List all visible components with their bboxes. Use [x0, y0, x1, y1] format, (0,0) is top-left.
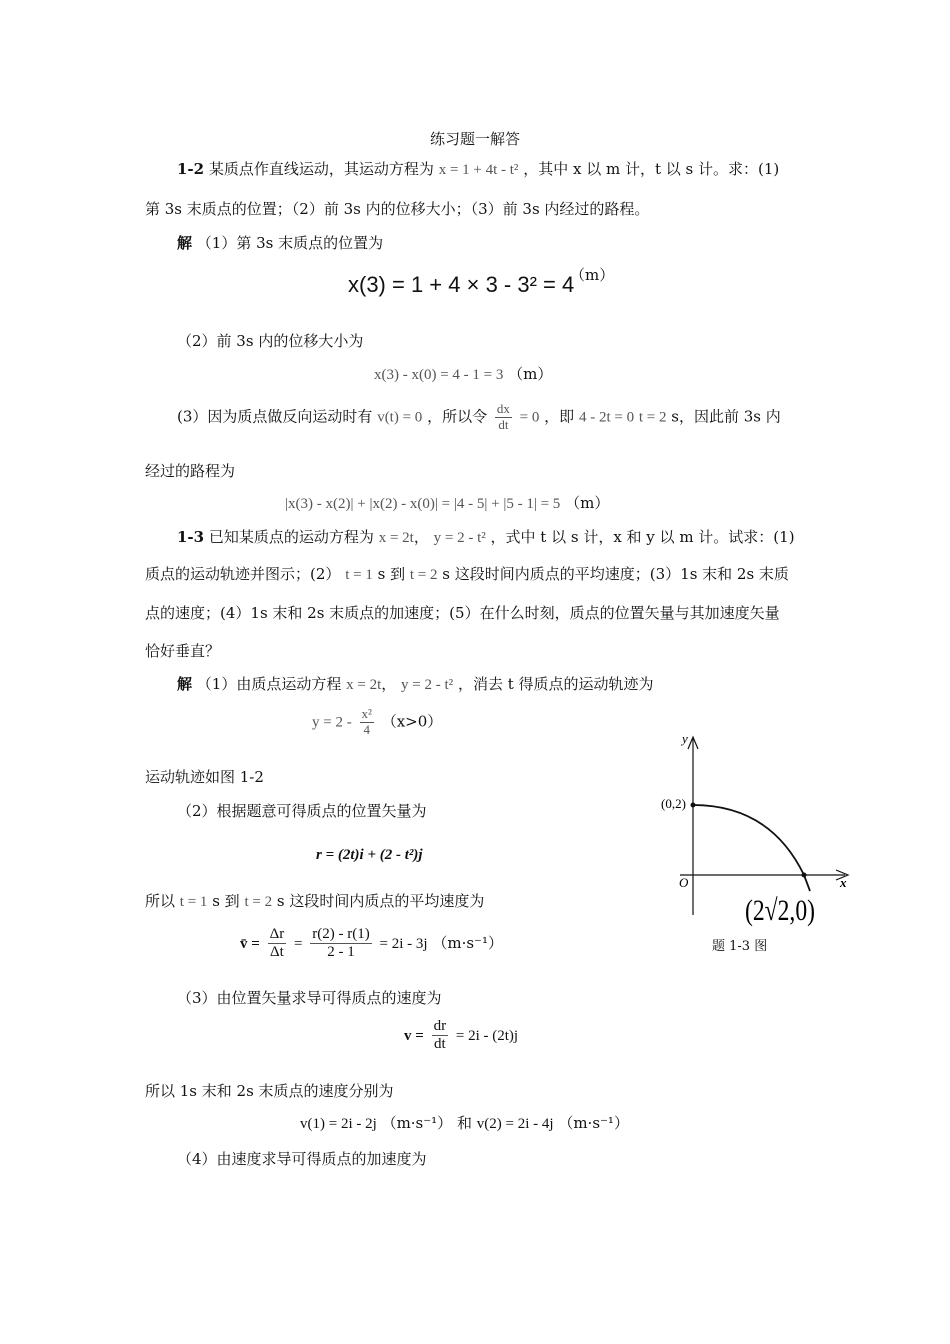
page-title: 练习题一解答	[429, 130, 520, 148]
text: 已知某质点的运动方程为	[208, 528, 374, 546]
solution-1-2-part2: （2）前 3s 内的位移大小为	[177, 332, 364, 350]
equation: 4 - 2t = 0	[578, 409, 635, 426]
solution-1-2-part3	[177, 402, 781, 433]
equation-velocity	[404, 1018, 518, 1054]
figure-caption: 题 1-3 图	[712, 939, 768, 954]
solution-1-2-part1	[177, 232, 383, 253]
text: （1）由质点运动方程	[196, 675, 342, 693]
equation: v̄ =	[240, 935, 260, 952]
unit: （m）	[565, 494, 610, 512]
fraction-dr-dt	[432, 1018, 449, 1054]
text: s 到	[212, 892, 240, 910]
equation-path	[285, 492, 609, 513]
text: ，其中 x 以 m 计，t 以 s 计。求：(1)	[523, 160, 780, 178]
figure-reference: 运动轨迹如图 1-2	[145, 768, 264, 786]
numerator: r(2) - r(1)	[310, 926, 371, 944]
equation-x3	[348, 272, 574, 298]
problem-1-2-line1	[177, 158, 779, 179]
equation: v =	[404, 1027, 424, 1044]
equation: x(3) - x(0) = 4 - 1 = 3	[374, 367, 504, 383]
solution-label: 解	[177, 234, 193, 252]
problem-1-3-line4: 恰好垂直？	[145, 642, 221, 660]
text: s 这段时间内质点的平均速度；(3）1s 末和 2s 末质	[442, 565, 789, 583]
solution-1-3-part2-cont	[145, 890, 484, 911]
problem-1-3-line2	[145, 563, 789, 584]
equation: t = 2	[244, 894, 273, 910]
solution-1-3-part3-cont: 所以 1s 末和 2s 末质点的速度分别为	[145, 1082, 394, 1100]
fraction-dx-dt	[495, 402, 512, 433]
equation: x(3) = 1 + 4 × 3 - 3² = 4	[348, 272, 575, 297]
equation-position-vector	[316, 845, 423, 864]
equation-displacement	[374, 363, 552, 384]
numerator: Δr	[268, 926, 287, 944]
problem-number: 1-3	[177, 528, 205, 546]
equation-velocities	[300, 1112, 629, 1133]
problem-1-2-line2: 第 3s 末质点的位置；（2）前 3s 内的位移大小；（3）前 3s 内经过的路程。	[145, 200, 650, 218]
equation: = 2i - (2t)j	[455, 1027, 519, 1044]
problem-1-3-line1: 1-3 已知某质点的运动方程为 x = 2t， y = 2 - t² ，式中 t 以 s 计，x 和 y 以 m 计。试求：(1)	[177, 528, 795, 546]
equation: t = 1	[345, 567, 373, 583]
equation: = 2i - 3j	[379, 935, 428, 952]
equation: t = 2	[409, 567, 438, 583]
fraction-r2-r1	[310, 926, 371, 962]
equation: = 0	[519, 409, 540, 426]
denominator: dt	[434, 1036, 446, 1053]
equation: x = 1 + 4t - t²	[438, 162, 519, 178]
text: ，消去 t 得质点的运动轨迹为	[457, 675, 654, 693]
unit: （m·s⁻¹）	[381, 1114, 453, 1132]
text: 和	[456, 1114, 472, 1132]
text: s 这段时间内质点的平均速度为	[276, 892, 485, 910]
problem-1-3-line3: 点的速度；(4）1s 末和 2s 末质点的加速度；(5）在什么时刻，质点的位置矢量与其加速度矢量	[145, 604, 780, 622]
equation: y = 2 -	[312, 714, 352, 731]
numerator: dx	[496, 401, 510, 416]
equation: v(1) = 2i - 2j	[300, 1116, 377, 1132]
solution-label: 解	[177, 675, 193, 693]
text: s 到	[377, 565, 406, 583]
solution-1-3-part4: （4）由速度求导可得质点的加速度为	[177, 1150, 427, 1168]
point-0-2	[691, 803, 696, 808]
intercept-label: (2√2,0)	[745, 894, 815, 927]
fraction-x2-4	[360, 707, 374, 738]
text: 某质点作直线运动，其运动方程为	[208, 160, 434, 178]
unit: （m）	[570, 266, 615, 284]
equation: v(2) = 2i - 4j	[476, 1116, 554, 1132]
equation: t = 1	[179, 894, 208, 910]
equation: r = (2t)i + (2 - t²)j	[316, 847, 423, 863]
trajectory-curve	[693, 805, 810, 891]
solution-1-2-part3-cont: 经过的路程为	[145, 462, 236, 480]
point-x-intercept	[802, 873, 807, 878]
text: ，所以令	[427, 407, 488, 426]
numerator: dr	[432, 1018, 449, 1036]
unit: （m·s⁻¹）	[432, 933, 503, 952]
equation: x = 2t	[378, 530, 414, 546]
equation: |x(3) - x(2)| + |x(2) - x(0)| = |4 - 5| + |5 - 1| = 5	[285, 496, 561, 512]
solution-1-3-part2: （2）根据题意可得质点的位置矢量为	[177, 802, 427, 820]
equation-average-velocity: v̄ = $\frac{\Delta r}{\Delta t}$ = $\frac{r(2) - r(1)}{2 - 1}$ = 2i - 3j （m·s⁻¹）	[240, 926, 503, 961]
origin-label: O	[679, 875, 689, 890]
denominator: 2 - 1	[327, 944, 355, 961]
denominator: Δt	[270, 944, 284, 961]
y-axis-label: y	[682, 731, 688, 746]
equation: y = 2 - t²	[433, 530, 486, 546]
solution-1-3-part1: 解 （1）由质点运动方程 x = 2t， y = 2 - t² ，消去 t 得质点的运动轨迹为	[177, 675, 654, 693]
equation: v(t) = 0	[377, 409, 423, 426]
text: (3）因为质点做反向运动时有	[177, 407, 373, 426]
equation: x = 2t	[346, 677, 382, 693]
trajectory-figure	[650, 725, 860, 940]
fraction-dr-dt	[268, 926, 287, 962]
point-label: (0,2)	[661, 796, 686, 811]
unit: （m）	[508, 365, 553, 383]
solution-1-3-part3: （3）由位置矢量求导可得质点的速度为	[177, 989, 442, 1007]
denominator: 4	[363, 721, 370, 737]
condition: （x>0）	[381, 712, 443, 731]
denominator: dt	[498, 416, 509, 432]
equation: y = 2 - t²	[401, 677, 454, 693]
numerator: x²	[361, 706, 372, 721]
text: 所以	[145, 892, 176, 910]
text: ，即	[544, 407, 575, 426]
text: s，因此前 3s 内	[671, 407, 781, 426]
problem-number: 1-2	[177, 160, 205, 178]
equation: t = 2	[638, 409, 667, 426]
unit: （m·s⁻¹）	[558, 1114, 629, 1132]
text: 质点的运动轨迹并图示；(2）	[145, 565, 341, 583]
text: ，式中 t 以 s 计，x 和 y 以 m 计。试求：(1)	[490, 528, 795, 546]
x-axis-label: x	[840, 875, 847, 890]
text: （1）第 3s 末质点的位置为	[196, 234, 384, 252]
equation-trajectory	[312, 707, 442, 738]
